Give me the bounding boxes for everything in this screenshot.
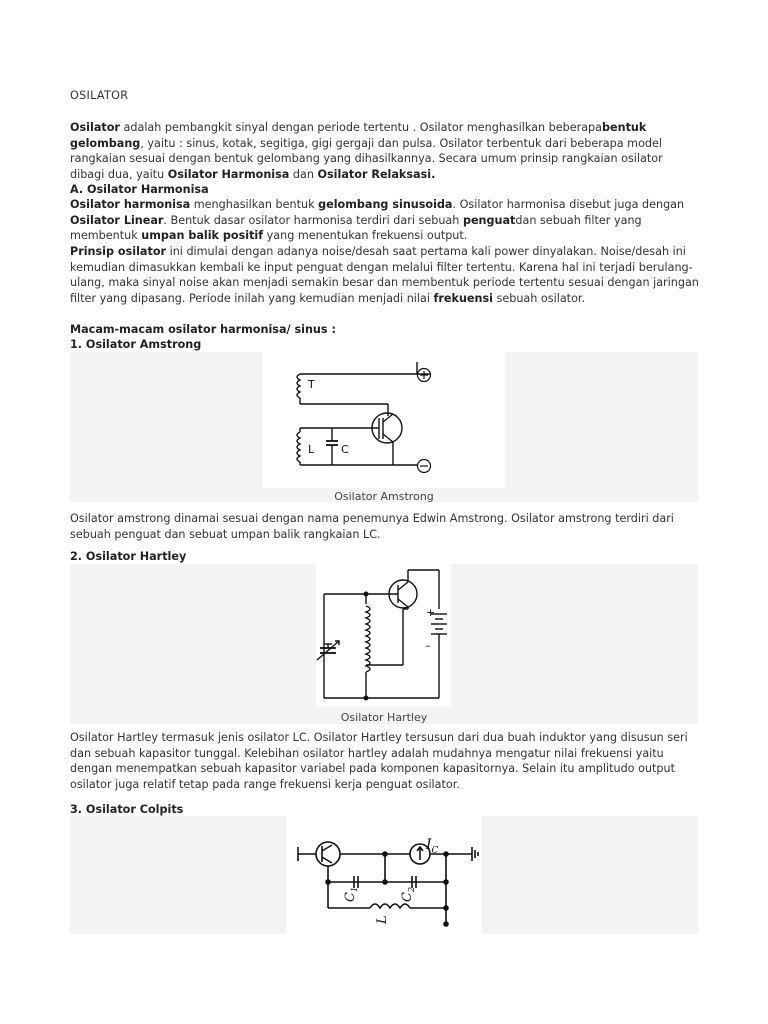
colpits-circuit-diagram bbox=[286, 816, 482, 934]
figure-hartley bbox=[70, 564, 698, 724]
label-c: C bbox=[341, 443, 349, 456]
label-l: L bbox=[375, 915, 390, 924]
intro-paragraph: Osilator adalah pembangkit sinyal dengan periode tertentu . Osilator menghasilkan beberapabentuk gelombang, yaitu : sinus, kotak, segitiga, gigi gergaji dan pulsa. Osilator terbentuk dari beberapa model rangkaian sesuai dengan bentuk gelombang yang dihasilkannya. Secara umum prinsip rangkaian osilator dibagi dua, yaitu Osilator Harmonisa dan Osilator Relaksasi. bbox=[70, 121, 663, 181]
figure-amstrong bbox=[70, 352, 698, 502]
item-2-heading: 2. Osilator Hartley bbox=[70, 550, 187, 563]
label-plus: + bbox=[426, 606, 436, 619]
label-c1: $C_1$ bbox=[343, 886, 359, 902]
item-1-heading: 1. Osilator Amstrong bbox=[70, 338, 202, 351]
amstrong-circuit-diagram bbox=[262, 352, 505, 488]
section-a-paragraph-1: Osilator harmonisa menghasilkan bentuk gelombang sinusoida. Osilator harmonisa disebut juga dengan Osilator Linear. Bentuk dasar osilator harmonisa terdiri dari sebuah penguatdan sebuah filter yang membentuk umpan balik positif yang menentukan frekuensi output. bbox=[70, 198, 685, 243]
tapped-coil bbox=[366, 606, 370, 672]
item-2-description: Osilator Hartley termasuk jenis osilator LC. Osilator Hartley tersusun dari dua buah induktor yang disusun seri dan sebuah kapasitor tunggal. Kelebihan osilator hartley adalah mudahnya mengatur nilai frekuensi yaitu dengan menempatkan sebuah kapasitor variabel pada komponen kapasitornya. Selain itu amplitudo output osilator juga relatif tetap pada range frekuensi kerja penguat osilator. bbox=[70, 731, 688, 791]
term-osilator-relaksasi: Osilator Relaksasi. bbox=[317, 167, 436, 181]
figure-colpits-image bbox=[286, 816, 482, 934]
label-ic: $I_C$ bbox=[426, 837, 439, 856]
label-minus: – bbox=[425, 639, 431, 652]
coil-t bbox=[297, 374, 300, 398]
list-heading: Macam-macam osilator harmonisa/ sinus : bbox=[70, 323, 336, 336]
term-bentuk-gelombang: bentuk gelombang bbox=[70, 121, 647, 150]
label-t: T bbox=[308, 378, 315, 391]
transistor-symbol bbox=[316, 842, 340, 866]
figure-amstrong-image bbox=[262, 352, 505, 488]
section-a-paragraph-2: Prinsip osilator ini dimulai dengan adanya noise/desah saat pertama kali power dinyalakan. Noise/desah ini kemudian dimasukkan kembali ke input penguat dengan melalui filter tertentu. Karena hal ini terjadi berulang-ulang, maka sinyal noise akan menjadi semakin besar dan membentuk periode tertentu sesuai dengan jaringan filter yang dipasang. Periode inilah yang kemudian menjadi nilai frekuensi sebuah osilator. bbox=[70, 245, 699, 305]
label-c2: $C_2$ bbox=[400, 886, 416, 902]
term-osilator: Osilator bbox=[70, 121, 120, 134]
item-3-heading: 3. Osilator Colpits bbox=[70, 803, 184, 816]
inductor-l bbox=[370, 904, 410, 908]
coil-l bbox=[297, 432, 300, 462]
figure-hartley-caption: Osilator Hartley bbox=[340, 711, 428, 724]
label-l: L bbox=[308, 443, 315, 456]
section-a-heading: A. Osilator Harmonisa bbox=[70, 183, 209, 196]
item-1-description: Osilator amstrong dinamai sesuai dengan nama penemunya Edwin Amstrong. Osilator amstrong terdiri dari sebuah penguat dan sebuat umpan balik rangkaian LC. bbox=[70, 512, 674, 541]
hartley-circuit-diagram bbox=[316, 564, 451, 707]
figure-colpits bbox=[70, 816, 698, 934]
term-osilator-harmonisa: Osilator Harmonisa bbox=[167, 167, 290, 181]
figure-hartley-image bbox=[316, 564, 451, 707]
page-title: OSILATOR bbox=[70, 89, 129, 102]
figure-amstrong-caption: Osilator Amstrong bbox=[334, 490, 434, 503]
